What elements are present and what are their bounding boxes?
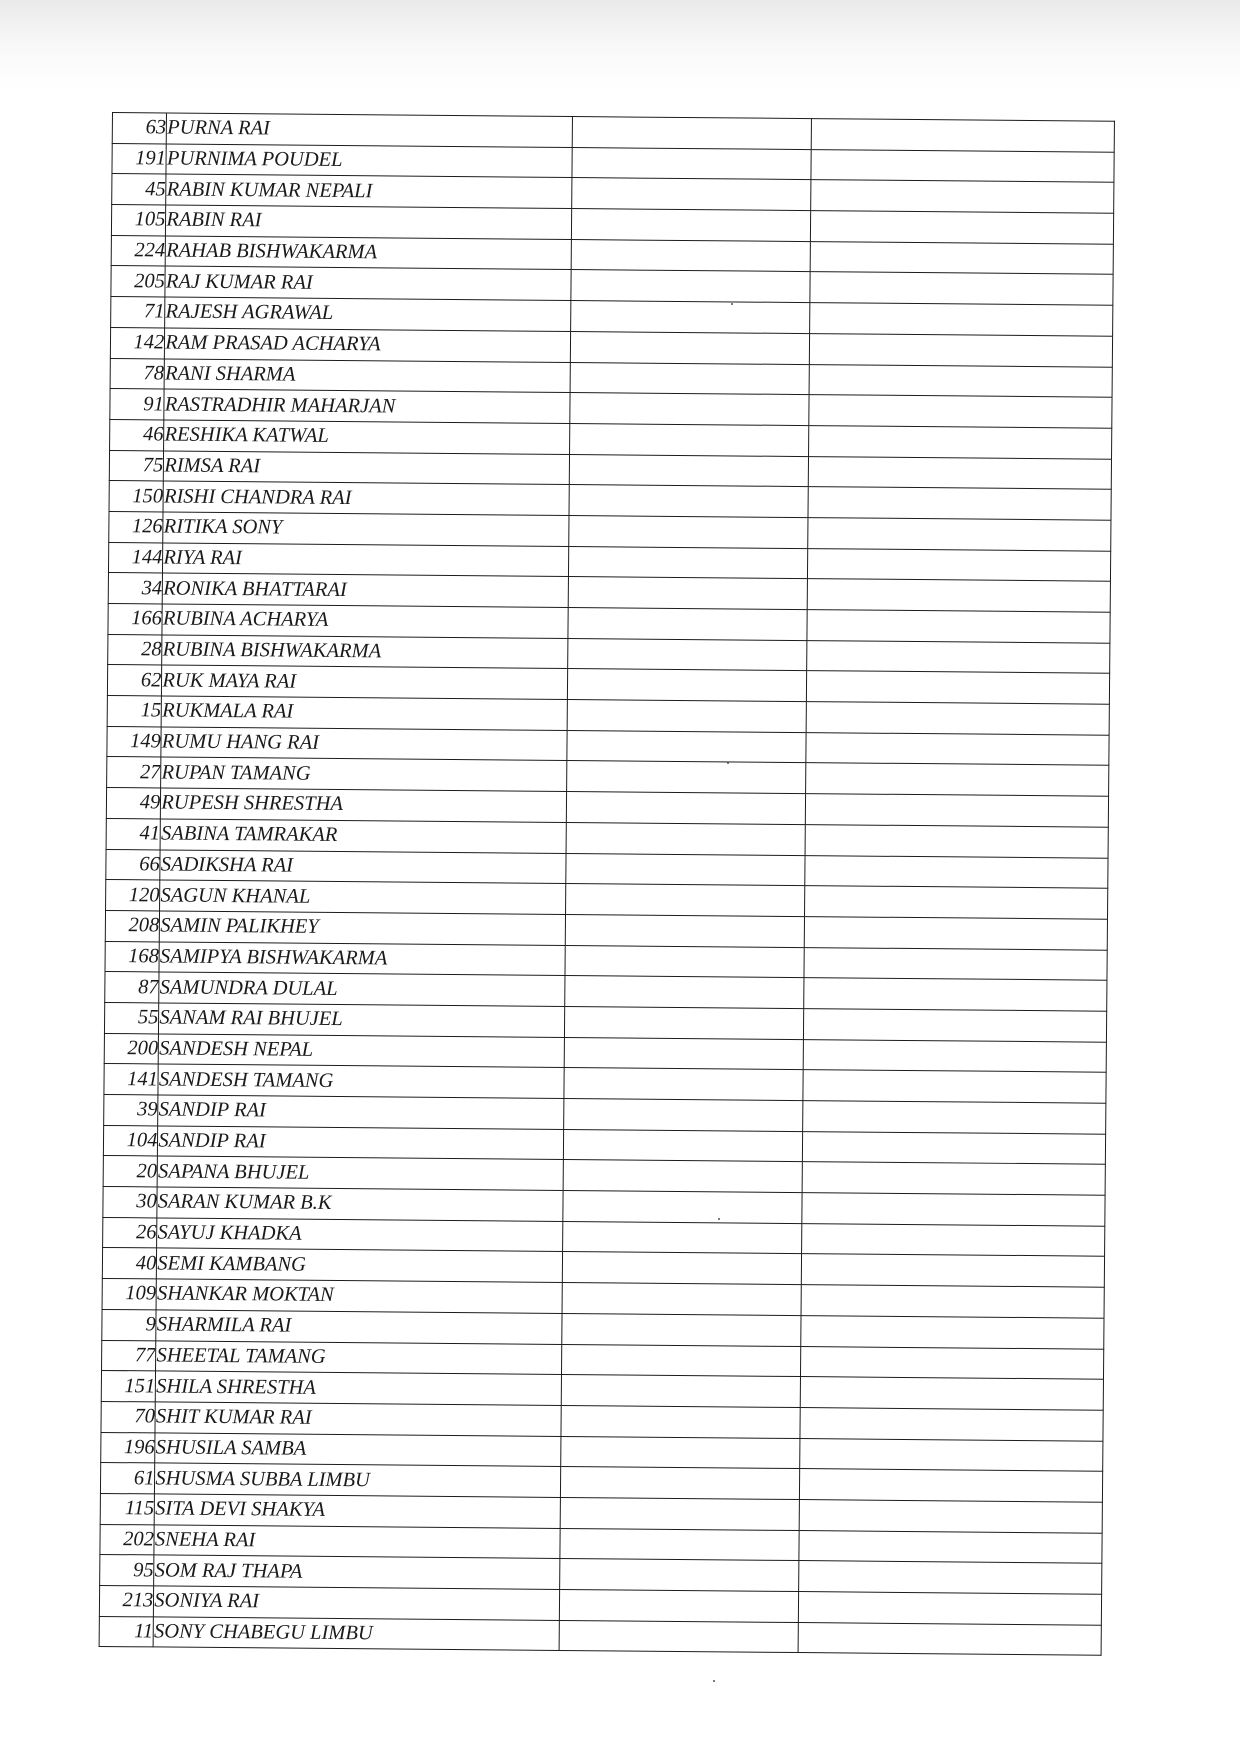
- blank-cell: [811, 180, 1114, 213]
- row-number: 41: [106, 818, 161, 849]
- row-number: 39: [104, 1094, 159, 1125]
- row-number: 61: [100, 1463, 155, 1494]
- blank-cell: [569, 515, 808, 548]
- blank-cell: [809, 364, 1112, 397]
- row-number: 144: [108, 542, 163, 573]
- blank-cell: [562, 1313, 801, 1346]
- row-number: 70: [101, 1401, 156, 1432]
- blank-cell: [561, 1405, 800, 1438]
- row-name: RABIN RAI: [166, 205, 572, 239]
- row-number: 196: [101, 1432, 156, 1463]
- blank-cell: [801, 1346, 1104, 1379]
- row-name: SONIYA RAI: [154, 1586, 560, 1620]
- row-number: 202: [100, 1524, 155, 1555]
- blank-cell: [571, 270, 810, 303]
- blank-cell: [570, 423, 809, 456]
- row-name: SAMIN PALIKHEY: [160, 911, 566, 945]
- blank-cell: [809, 395, 1112, 428]
- blank-cell: [807, 702, 1110, 735]
- blank-cell: [804, 978, 1107, 1011]
- blank-cell: [568, 669, 807, 702]
- blank-cell: [810, 333, 1113, 366]
- scan-speck: [718, 1218, 720, 1220]
- blank-cell: [568, 700, 807, 733]
- blank-cell: [565, 945, 804, 978]
- row-name: SANAM RAI BHUJEL: [159, 1003, 565, 1037]
- row-number: 91: [110, 389, 165, 420]
- blank-cell: [799, 1622, 1102, 1655]
- row-name: RASTRADHIR MAHARJAN: [164, 389, 570, 423]
- blank-cell: [560, 1528, 799, 1561]
- row-number: 224: [111, 235, 166, 266]
- blank-cell: [807, 671, 1110, 704]
- blank-cell: [799, 1592, 1102, 1625]
- blank-cell: [808, 548, 1111, 581]
- blank-cell: [802, 1223, 1105, 1256]
- row-name: SAYUJ KHADKA: [157, 1218, 563, 1252]
- row-name: SANDIP RAI: [158, 1126, 564, 1160]
- blank-cell: [807, 640, 1110, 673]
- blank-cell: [560, 1589, 799, 1622]
- blank-cell: [563, 1191, 802, 1224]
- row-name: SITA DEVI SHAKYA: [155, 1494, 561, 1528]
- blank-cell: [565, 976, 804, 1009]
- blank-cell: [568, 638, 807, 671]
- blank-cell: [800, 1407, 1103, 1440]
- row-name: SANDIP RAI: [158, 1095, 564, 1129]
- blank-cell: [800, 1438, 1103, 1471]
- row-name: RAJESH AGRAWAL: [165, 297, 571, 331]
- row-number: 150: [109, 481, 164, 512]
- row-name: RAM PRASAD ACHARYA: [165, 328, 571, 362]
- row-number: 126: [109, 511, 164, 542]
- blank-cell: [571, 331, 810, 364]
- row-name: PURNA RAI: [167, 113, 573, 147]
- blank-cell: [811, 149, 1114, 182]
- row-number: 15: [107, 696, 162, 727]
- blank-cell: [802, 1193, 1105, 1226]
- blank-cell: [805, 916, 1108, 949]
- row-name: RITIKA SONY: [163, 512, 569, 546]
- blank-cell: [560, 1620, 799, 1653]
- row-name: RAHAB BISHWAKARMA: [165, 236, 571, 270]
- row-number: 208: [105, 910, 160, 941]
- row-name: SHANKAR MOKTAN: [156, 1279, 562, 1313]
- scan-speck: [713, 1680, 715, 1682]
- row-number: 11: [99, 1616, 154, 1647]
- row-number: 95: [100, 1555, 155, 1586]
- blank-cell: [804, 947, 1107, 980]
- row-name: SHILA SHRESTHA: [156, 1371, 562, 1405]
- row-number: 109: [102, 1279, 157, 1310]
- register-table: [99, 112, 1115, 1656]
- row-number: 20: [103, 1156, 158, 1187]
- blank-cell: [572, 178, 811, 211]
- blank-cell: [809, 456, 1112, 489]
- row-number: 142: [110, 327, 165, 358]
- blank-cell: [560, 1559, 799, 1592]
- blank-cell: [808, 579, 1111, 612]
- row-name: SOM RAJ THAPA: [154, 1555, 560, 1589]
- row-number: 151: [101, 1371, 156, 1402]
- row-number: 104: [103, 1125, 158, 1156]
- blank-cell: [570, 454, 809, 487]
- row-number: 40: [102, 1248, 157, 1279]
- row-number: 9: [102, 1309, 157, 1340]
- blank-cell: [570, 393, 809, 426]
- row-number: 30: [103, 1187, 158, 1218]
- blank-cell: [563, 1221, 802, 1254]
- row-number: 78: [110, 358, 165, 389]
- blank-cell: [563, 1252, 802, 1285]
- blank-cell: [566, 884, 805, 917]
- row-name: RONIKA BHATTARAI: [163, 573, 569, 607]
- blank-cell: [801, 1315, 1104, 1348]
- row-number: 27: [107, 757, 162, 788]
- blank-cell: [803, 1070, 1106, 1103]
- blank-cell: [803, 1162, 1106, 1195]
- row-name: RAJ KUMAR RAI: [165, 266, 571, 300]
- row-number: 26: [103, 1217, 158, 1248]
- row-name: SABINA TAMRAKAR: [160, 819, 566, 853]
- row-name: SAMIPYA BISHWAKARMA: [159, 942, 565, 976]
- blank-cell: [808, 518, 1111, 551]
- row-name: RUPESH SHRESTHA: [161, 788, 567, 822]
- blank-cell: [561, 1436, 800, 1469]
- blank-cell: [562, 1344, 801, 1377]
- row-name: RUKMALA RAI: [161, 696, 567, 730]
- row-number: 45: [112, 174, 167, 205]
- row-name: RIMSA RAI: [164, 451, 570, 485]
- blank-cell: [801, 1377, 1104, 1410]
- row-number: 115: [100, 1493, 155, 1524]
- blank-cell: [804, 1009, 1107, 1042]
- blank-cell: [810, 303, 1113, 336]
- blank-cell: [561, 1467, 800, 1500]
- blank-cell: [811, 241, 1114, 274]
- row-number: 71: [111, 297, 166, 328]
- blank-cell: [802, 1254, 1105, 1287]
- row-number: 66: [106, 849, 161, 880]
- blank-cell: [564, 1068, 803, 1101]
- row-number: 213: [99, 1585, 154, 1616]
- row-name: SANDESH TAMANG: [158, 1064, 564, 1098]
- row-number: 168: [105, 941, 160, 972]
- row-name: RUMU HANG RAI: [161, 727, 567, 761]
- blank-cell: [572, 239, 811, 272]
- blank-cell: [811, 211, 1114, 244]
- blank-cell: [565, 1037, 804, 1070]
- row-number: 62: [107, 665, 162, 696]
- row-name: SADIKSHA RAI: [160, 849, 566, 883]
- row-number: 200: [104, 1033, 159, 1064]
- blank-cell: [563, 1283, 802, 1316]
- row-name: SONY CHABEGU LIMBU: [153, 1617, 559, 1651]
- blank-cell: [569, 577, 808, 610]
- blank-cell: [799, 1561, 1102, 1594]
- blank-cell: [573, 117, 812, 150]
- blank-cell: [806, 763, 1109, 796]
- blank-cell: [571, 301, 810, 334]
- blank-cell: [565, 1006, 804, 1039]
- row-number: 191: [112, 143, 167, 174]
- register-table-body: [99, 113, 1114, 1656]
- blank-cell: [561, 1497, 800, 1530]
- row-number: 149: [107, 726, 162, 757]
- row-number: 75: [109, 450, 164, 481]
- row-number: 63: [112, 113, 167, 144]
- row-number: 28: [108, 634, 163, 665]
- row-name: RISHI CHANDRA RAI: [163, 481, 569, 515]
- scan-speck: [727, 762, 729, 764]
- blank-cell: [562, 1375, 801, 1408]
- blank-cell: [566, 914, 805, 947]
- row-name: RUBINA BISHWAKARMA: [162, 635, 568, 669]
- scan-speck: [731, 303, 733, 305]
- row-name: PURNIMA POUDEL: [166, 144, 572, 178]
- row-number: 34: [108, 573, 163, 604]
- row-number: 141: [104, 1064, 159, 1095]
- blank-cell: [568, 608, 807, 641]
- blank-cell: [564, 1129, 803, 1162]
- blank-cell: [807, 610, 1110, 643]
- blank-cell: [566, 853, 805, 886]
- blank-cell: [812, 119, 1115, 152]
- row-number: 55: [104, 1002, 159, 1033]
- row-name: SEMI KAMBANG: [157, 1248, 563, 1282]
- row-number: 205: [111, 266, 166, 297]
- row-name: RABIN KUMAR NEPALI: [166, 174, 572, 208]
- row-name: SAPANA BHUJEL: [157, 1156, 563, 1190]
- row-number: 49: [106, 788, 161, 819]
- row-name: SHIT KUMAR RAI: [155, 1402, 561, 1436]
- row-name: RUPAN TAMANG: [161, 757, 567, 791]
- blank-cell: [808, 487, 1111, 520]
- blank-cell: [564, 1098, 803, 1131]
- row-name: RUK MAYA RAI: [162, 665, 568, 699]
- blank-cell: [800, 1469, 1103, 1502]
- row-name: SHUSILA SAMBA: [155, 1432, 561, 1466]
- blank-cell: [567, 730, 806, 763]
- blank-cell: [572, 209, 811, 242]
- row-number: 77: [102, 1340, 157, 1371]
- row-name: RIYA RAI: [163, 543, 569, 577]
- blank-cell: [567, 792, 806, 825]
- row-name: SAGUN KHANAL: [160, 880, 566, 914]
- blank-cell: [810, 272, 1113, 305]
- blank-cell: [800, 1499, 1103, 1532]
- row-name: SANDESH NEPAL: [159, 1034, 565, 1068]
- blank-cell: [572, 147, 811, 180]
- row-number: 105: [111, 205, 166, 236]
- blank-cell: [567, 761, 806, 794]
- blank-cell: [806, 794, 1109, 827]
- blank-cell: [801, 1285, 1104, 1318]
- row-name: SAMUNDRA DULAL: [159, 972, 565, 1006]
- row-name: SHUSMA SUBBA LIMBU: [155, 1463, 561, 1497]
- row-name: SARAN KUMAR B.K: [157, 1187, 563, 1221]
- register-table-wrapper: [112, 112, 1115, 1647]
- blank-cell: [803, 1131, 1106, 1164]
- row-name: SNEHA RAI: [154, 1525, 560, 1559]
- row-number: 87: [105, 972, 160, 1003]
- blank-cell: [805, 855, 1108, 888]
- row-name: SHARMILA RAI: [156, 1310, 562, 1344]
- row-name: SHEETAL TAMANG: [156, 1340, 562, 1374]
- blank-cell: [803, 1101, 1106, 1134]
- blank-cell: [569, 546, 808, 579]
- row-name: RANI SHARMA: [164, 358, 570, 392]
- blank-cell: [805, 886, 1108, 919]
- blank-cell: [567, 822, 806, 855]
- blank-cell: [564, 1160, 803, 1193]
- row-number: 166: [108, 603, 163, 634]
- blank-cell: [809, 425, 1112, 458]
- blank-cell: [806, 732, 1109, 765]
- row-name: RUBINA ACHARYA: [162, 604, 568, 638]
- row-name: RESHIKA KATWAL: [164, 420, 570, 454]
- blank-cell: [569, 485, 808, 518]
- row-number: 120: [106, 880, 161, 911]
- row-number: 46: [110, 419, 165, 450]
- blank-cell: [799, 1530, 1102, 1563]
- blank-cell: [571, 362, 810, 395]
- blank-cell: [804, 1039, 1107, 1072]
- blank-cell: [805, 824, 1108, 857]
